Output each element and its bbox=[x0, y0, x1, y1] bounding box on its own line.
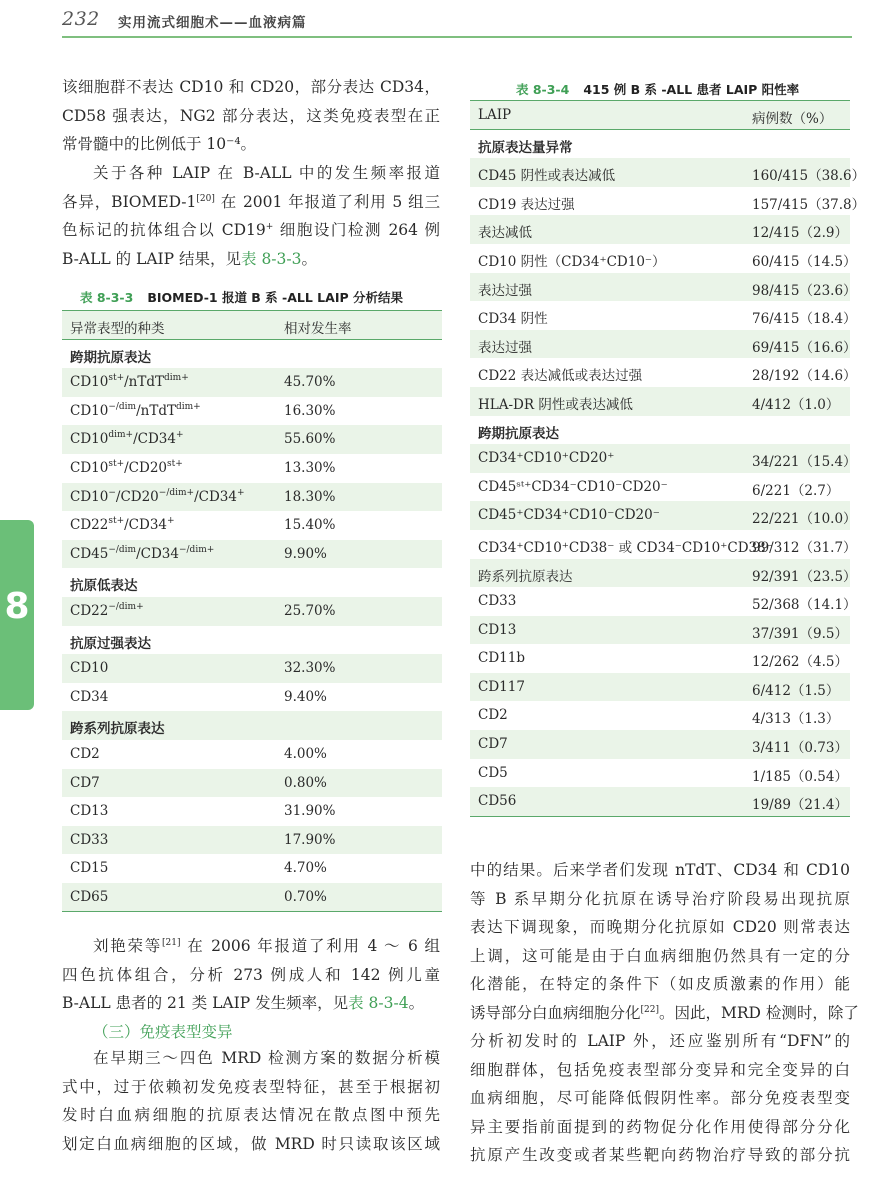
marker-name: CD45 bbox=[70, 545, 109, 562]
marker-name: CD65 bbox=[70, 888, 109, 905]
marker-name: /nTdT bbox=[124, 374, 165, 391]
paragraph-laip-frequency bbox=[62, 159, 440, 273]
marker-level: st+ bbox=[167, 458, 183, 469]
group-label: 跨期抗原表达 bbox=[478, 425, 559, 442]
marker-level: −/dim+ bbox=[158, 487, 195, 498]
phenotype-cell bbox=[70, 860, 108, 876]
text-fragment: 色标记的抗体组合以 CD19 bbox=[62, 221, 266, 239]
table-group-row bbox=[62, 568, 442, 597]
text-fragment: 各异，BIOMED-1 bbox=[62, 192, 197, 211]
marker-name: CD10 bbox=[70, 374, 109, 391]
table-group-row bbox=[62, 340, 442, 369]
phenotype-cell bbox=[70, 775, 100, 791]
table-row bbox=[470, 387, 850, 416]
frequency-cell: 16.30% bbox=[284, 402, 336, 419]
laip-cell: 表达减低 bbox=[478, 225, 532, 242]
frequency-cell: 13.30% bbox=[284, 459, 336, 476]
text-fragment: 诱导部分白血病细胞分化 bbox=[470, 1003, 641, 1022]
frequency-cell: 32.30% bbox=[284, 660, 336, 677]
text-line: 常骨髓中的比例低于 10⁻⁴。 bbox=[62, 135, 257, 153]
text-line: 上调，这可能是由于白血病细胞仍然具有一定的分 bbox=[470, 946, 850, 965]
text-fragment: 。 bbox=[408, 994, 425, 1012]
phenotype-cell bbox=[70, 431, 184, 447]
laip-cell: 跨系列抗原表达 bbox=[478, 568, 573, 585]
group-label: 抗原低表达 bbox=[70, 578, 138, 595]
text-line: 抗原产生改变或者某些靶向药物治疗导致的部分抗 bbox=[470, 1146, 850, 1164]
phenotype-cell bbox=[70, 403, 201, 419]
case-count-cell: 157/415（37.8） bbox=[752, 196, 866, 213]
phenotype-cell bbox=[70, 889, 108, 905]
case-count-cell: 160/415（38.6） bbox=[752, 168, 866, 185]
phenotype-cell bbox=[70, 489, 245, 505]
case-count-cell: 6/221（2.7） bbox=[752, 482, 840, 499]
table-row bbox=[62, 854, 442, 883]
table-row bbox=[62, 397, 442, 426]
marker-level: st+ bbox=[108, 516, 125, 527]
superscript: + bbox=[265, 222, 274, 232]
table-row bbox=[470, 330, 857, 359]
marker-level: −/dim+ bbox=[178, 544, 215, 555]
phenotype-cell bbox=[70, 460, 183, 476]
column-header: 异常表型的种类 bbox=[70, 321, 165, 337]
case-count-cell: 12/262（4.5） bbox=[752, 654, 848, 671]
laip-cell: CD56 bbox=[478, 793, 517, 810]
case-count-cell: 69/415（16.6） bbox=[752, 339, 857, 356]
citation[interactable]: [20] bbox=[196, 193, 215, 204]
marker-name: CD33 bbox=[70, 831, 109, 848]
marker-level: −/dim bbox=[108, 544, 137, 555]
marker-name: CD10 bbox=[70, 459, 109, 476]
frequency-cell: 25.70% bbox=[284, 602, 336, 619]
table-row bbox=[470, 301, 857, 330]
text-line: 在早期三～四色 MRD 检测方案的数据分析模 bbox=[93, 1049, 440, 1067]
marker-level: dim+ bbox=[108, 430, 134, 441]
laip-cell: CD22 表达减低或表达过强 bbox=[478, 368, 643, 385]
text-line: 细胞群体，包括免疫表型部分变异和完全变异的白 bbox=[470, 1060, 850, 1079]
frequency-cell: 0.70% bbox=[284, 888, 327, 905]
table-caption bbox=[516, 80, 799, 98]
frequency-cell: 9.90% bbox=[284, 545, 327, 562]
group-label: 跨期抗原表达 bbox=[70, 349, 151, 366]
phenotype-cell bbox=[70, 832, 108, 848]
text-line: 等 B 系早期分化抗原在诱导治疗阶段易出现抗原 bbox=[470, 889, 850, 908]
table-row bbox=[470, 501, 857, 530]
case-count-cell: 4/313（1.3） bbox=[752, 711, 840, 728]
marker-name: /CD34 bbox=[133, 431, 176, 448]
table-row bbox=[470, 273, 857, 302]
table-row bbox=[62, 454, 442, 483]
paragraph-mrd-analysis bbox=[62, 1044, 440, 1158]
table-row bbox=[62, 883, 442, 912]
case-count-cell: 34/221（15.4） bbox=[752, 454, 857, 471]
table-row bbox=[470, 730, 850, 759]
marker-level: + bbox=[167, 516, 175, 527]
table-number: 表 8-3-3 bbox=[80, 290, 134, 305]
table-row bbox=[62, 483, 442, 512]
table-row bbox=[470, 244, 857, 273]
marker-level: dim+ bbox=[176, 401, 201, 412]
text-fragment: 。 bbox=[301, 249, 318, 268]
marker-level: − bbox=[108, 487, 116, 498]
marker-level: −/dim bbox=[108, 401, 137, 412]
running-header bbox=[62, 6, 852, 36]
table-group-row bbox=[62, 626, 442, 655]
marker-name: CD10 bbox=[70, 660, 109, 677]
table-group-row bbox=[470, 130, 850, 159]
case-count-cell: 22/221（10.0） bbox=[752, 511, 857, 528]
frequency-cell: 9.40% bbox=[284, 688, 327, 705]
table-row bbox=[470, 473, 850, 502]
header-rule bbox=[62, 36, 852, 38]
marker-level: −/dim+ bbox=[108, 601, 144, 612]
frequency-cell: 4.00% bbox=[284, 745, 327, 762]
column-header: 病例数（%） bbox=[752, 111, 833, 127]
frequency-cell: 55.60% bbox=[284, 431, 336, 448]
citation[interactable]: [22] bbox=[640, 1004, 659, 1015]
marker-name: /CD34 bbox=[124, 517, 168, 534]
marker-name: CD34 bbox=[70, 688, 109, 705]
text-line: 四色抗体组合，分析 273 例成人和 142 例儿童 bbox=[62, 965, 440, 984]
frequency-cell: 15.40% bbox=[284, 517, 336, 534]
table-title: 415 例 B 系 -ALL 患者 LAIP 阳性率 bbox=[583, 82, 800, 97]
text-line: 化潜能，在特定的条件下（如皮质激素的作用）能 bbox=[470, 975, 850, 993]
case-count-cell: 4/412（1.0） bbox=[752, 396, 840, 413]
group-label: 抗原过强表达 bbox=[70, 635, 151, 652]
table-row bbox=[62, 654, 442, 683]
text-fragment: 在 2006 年报道了利用 4 ～ 6 组 bbox=[180, 937, 440, 955]
marker-name: CD10 bbox=[70, 431, 109, 448]
laip-cell: CD34⁺CD10⁺CD20⁺ bbox=[478, 450, 615, 467]
marker-level: st+ bbox=[108, 373, 125, 384]
marker-name: /CD34 bbox=[194, 488, 237, 505]
section-heading: （三）免疫表型变异 bbox=[93, 1023, 233, 1041]
table-row bbox=[470, 759, 850, 788]
case-count-cell: 1/185（0.54） bbox=[752, 768, 848, 785]
paragraph-liu-yanrong bbox=[62, 932, 440, 1018]
laip-cell: CD2 bbox=[478, 707, 508, 724]
frequency-cell: 17.90% bbox=[284, 831, 336, 848]
laip-cell: 表达过强 bbox=[478, 282, 532, 299]
laip-cell: CD10 阴性（CD34⁺CD10⁻） bbox=[478, 253, 666, 270]
marker-name: CD10 bbox=[70, 488, 109, 505]
table-row bbox=[62, 769, 442, 798]
citation[interactable]: [21] bbox=[162, 938, 181, 948]
marker-level: dim+ bbox=[164, 373, 189, 384]
laip-cell: 表达过强 bbox=[478, 339, 532, 356]
marker-name: CD2 bbox=[70, 745, 100, 762]
table-row bbox=[62, 540, 442, 569]
table-row bbox=[470, 215, 850, 244]
case-count-cell: 76/415（18.4） bbox=[752, 311, 857, 328]
table-row bbox=[62, 511, 442, 540]
text-line bbox=[62, 216, 440, 245]
phenotype-cell bbox=[70, 660, 108, 676]
column-header: 相对发生率 bbox=[284, 321, 352, 337]
marker-name: CD22 bbox=[70, 517, 109, 534]
laip-cell: CD5 bbox=[478, 764, 508, 781]
laip-cell: CD7 bbox=[478, 736, 508, 753]
case-count-cell: 92/391（23.5） bbox=[752, 568, 857, 585]
frequency-cell: 31.90% bbox=[284, 803, 336, 820]
table-row bbox=[62, 826, 442, 855]
marker-name: /nTdT bbox=[136, 402, 176, 419]
laip-cell: CD19 表达过强 bbox=[478, 196, 575, 213]
text-line: 血病细胞，尽可能降低假阴性率。部分免疫表型变 bbox=[470, 1089, 850, 1107]
phenotype-cell bbox=[70, 603, 144, 619]
text-line: 划定白血病细胞的区域，做 MRD 时只读取该区域 bbox=[62, 1134, 440, 1153]
text-line bbox=[62, 188, 440, 217]
table-row bbox=[470, 559, 857, 588]
table-row bbox=[62, 425, 442, 454]
table-row bbox=[470, 587, 857, 616]
text-line: CD58 强表达，NG2 部分表达，这类免疫表型在正 bbox=[62, 106, 440, 125]
case-count-cell: 60/415（14.5） bbox=[752, 253, 857, 270]
frequency-cell: 0.80% bbox=[284, 774, 327, 791]
table-row bbox=[470, 358, 857, 387]
paragraph-immunophenotype-shift bbox=[470, 856, 859, 1170]
text-fragment: 刘艳荣等 bbox=[93, 937, 163, 955]
laip-cell: CD45⁺CD34⁺CD10⁻CD20⁻ bbox=[478, 507, 660, 524]
case-count-cell: 19/89（21.4） bbox=[752, 797, 848, 814]
text-fragment: 。因此，MRD 检测时，除了 bbox=[659, 1003, 859, 1022]
text-line: 分析初发时的 LAIP 外，还应鉴别所有“DFN”的 bbox=[470, 1032, 850, 1050]
phenotype-cell bbox=[70, 546, 214, 562]
table-row bbox=[470, 787, 850, 816]
laip-cell: CD45 阴性或表达减低 bbox=[478, 168, 616, 185]
marker-name: CD13 bbox=[70, 803, 109, 820]
phenotype-cell bbox=[70, 517, 175, 533]
table-group-row bbox=[470, 416, 850, 445]
table-header-row bbox=[470, 101, 850, 130]
case-count-cell: 37/391（9.5） bbox=[752, 625, 848, 642]
table-reference-link[interactable]: 表 8-3-4 bbox=[348, 994, 409, 1012]
marker-name: /CD20 bbox=[124, 459, 168, 476]
marker-level: st+ bbox=[108, 458, 125, 469]
text-line: 表达下调现象，而晚期分化抗原如 CD20 则常表达 bbox=[470, 918, 850, 936]
marker-name: CD10 bbox=[70, 402, 109, 419]
table-title: BIOMED-1 报道 B 系 -ALL LAIP 分析结果 bbox=[147, 290, 403, 305]
paragraph-continuation bbox=[62, 73, 440, 159]
phenotype-cell bbox=[70, 746, 100, 762]
case-count-cell: 99/312（31.7） bbox=[752, 539, 857, 556]
laip-cell: CD34⁺CD10⁺CD38⁻ 或 CD34⁻CD10⁺CD38⁻ bbox=[478, 539, 773, 556]
marker-name: /CD20 bbox=[115, 488, 159, 505]
laip-cell: HLA-DR 阴性或表达减低 bbox=[478, 396, 633, 413]
table-reference-link[interactable]: 表 8-3-3 bbox=[241, 249, 302, 268]
laip-cell: CD13 bbox=[478, 621, 517, 638]
table-row bbox=[470, 673, 850, 702]
text-line: 关于各种 LAIP 在 B-ALL 中的发生频率报道 bbox=[93, 164, 440, 182]
table-row bbox=[470, 644, 850, 673]
text-fragment: B-ALL 患者的 21 类 LAIP 发生频率，见 bbox=[62, 994, 349, 1012]
table-row bbox=[470, 158, 866, 187]
text-line bbox=[62, 989, 440, 1018]
marker-level: + bbox=[175, 430, 184, 441]
chapter-number: 8 bbox=[4, 586, 30, 627]
table-header-row bbox=[62, 311, 442, 340]
table-row bbox=[62, 797, 442, 826]
group-label: 跨系列抗原表达 bbox=[70, 721, 165, 738]
text-fragment: B-ALL 的 LAIP 结果，见 bbox=[62, 249, 242, 268]
marker-name: CD7 bbox=[70, 774, 100, 791]
table-row bbox=[470, 530, 857, 559]
column-header: LAIP bbox=[478, 107, 512, 123]
text-line bbox=[470, 999, 859, 1028]
table-laip-positive-rate bbox=[470, 100, 866, 817]
marker-name: CD22 bbox=[70, 602, 109, 619]
text-line bbox=[62, 245, 440, 274]
text-line: 发时白血病细胞的抗原表达情况在散点图中预先 bbox=[62, 1106, 440, 1124]
laip-cell: CD45ˢᵗ⁺CD34⁻CD10⁻CD20⁻ bbox=[478, 478, 668, 495]
text-line: 该细胞群不表达 CD10 和 CD20，部分表达 CD34， bbox=[62, 78, 440, 96]
marker-level: + bbox=[236, 487, 245, 498]
table-row bbox=[470, 701, 850, 730]
table-row bbox=[62, 740, 442, 769]
case-count-cell: 6/412（1.5） bbox=[752, 682, 840, 699]
text-line: 式中，过于依赖初发免疫表型特征，甚至于根据初 bbox=[62, 1077, 440, 1096]
frequency-cell: 18.30% bbox=[284, 488, 336, 505]
marker-name: /CD34 bbox=[136, 545, 179, 562]
page-number: 232 bbox=[62, 8, 100, 30]
case-count-cell: 3/411（0.73） bbox=[752, 740, 848, 757]
table-row bbox=[470, 187, 866, 216]
phenotype-cell bbox=[70, 374, 189, 390]
table-row bbox=[470, 616, 850, 645]
table-group-row bbox=[62, 711, 442, 740]
case-count-cell: 98/415（23.6） bbox=[752, 282, 857, 299]
table-row bbox=[470, 444, 857, 473]
frequency-cell: 45.70% bbox=[284, 374, 336, 391]
text-line bbox=[62, 932, 440, 961]
case-count-cell: 12/415（2.9） bbox=[752, 225, 848, 242]
laip-cell: CD11b bbox=[478, 650, 525, 667]
group-label: 抗原表达量异常 bbox=[478, 139, 573, 156]
marker-name: CD15 bbox=[70, 860, 109, 877]
table-number: 表 8-3-4 bbox=[516, 82, 570, 97]
table-row bbox=[62, 683, 442, 712]
case-count-cell: 52/368（14.1） bbox=[752, 597, 857, 614]
table-row bbox=[62, 597, 442, 626]
laip-cell: CD34 阴性 bbox=[478, 311, 548, 328]
frequency-cell: 4.70% bbox=[284, 860, 327, 877]
table-biomed-laip bbox=[62, 310, 442, 912]
table-caption bbox=[80, 288, 403, 306]
text-line: 异主要指前面提到的药物促分化作用使得部分分化 bbox=[470, 1117, 850, 1136]
phenotype-cell bbox=[70, 803, 108, 819]
table-row bbox=[62, 368, 442, 397]
text-line: 中的结果。后来学者们发现 nTdT、CD34 和 CD10 bbox=[470, 861, 850, 879]
text-fragment: 细胞设门检测 264 例 bbox=[273, 221, 440, 239]
laip-cell: CD33 bbox=[478, 593, 517, 610]
book-title: 实用流式细胞术——血液病篇 bbox=[118, 15, 307, 31]
laip-cell: CD117 bbox=[478, 678, 525, 695]
case-count-cell: 28/192（14.6） bbox=[752, 368, 857, 385]
text-fragment: 在 2001 年报道了利用 5 组三 bbox=[214, 192, 440, 211]
phenotype-cell bbox=[70, 689, 108, 705]
